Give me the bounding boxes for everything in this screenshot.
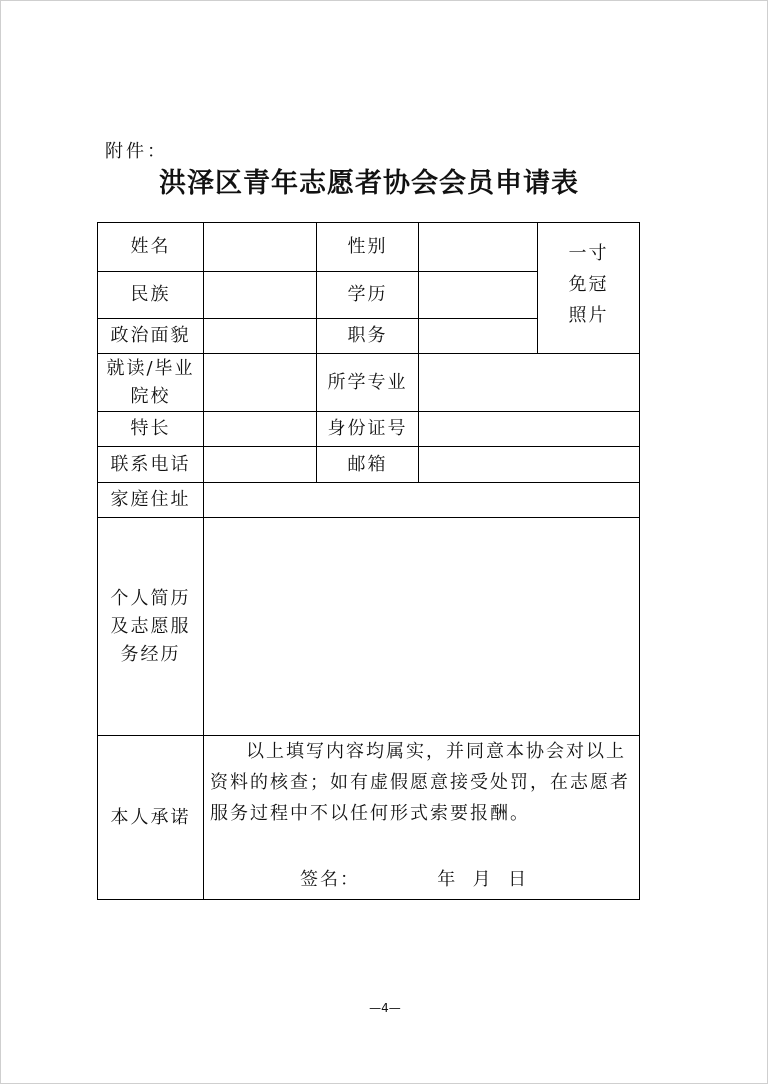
id-number-label: 身份证号 — [317, 412, 419, 447]
school-field[interactable] — [204, 354, 317, 412]
application-form-table — [97, 222, 640, 900]
gender-field[interactable] — [419, 223, 538, 272]
phone-field[interactable] — [204, 447, 317, 483]
photo-label-line1: 一寸 — [568, 242, 609, 264]
email-label: 邮箱 — [317, 447, 419, 483]
pledge-box — [204, 736, 640, 900]
address-label: 家庭住址 — [98, 483, 204, 518]
major-field[interactable] — [419, 354, 640, 412]
form-title: 洪泽区青年志愿者协会会员申请表 — [159, 168, 579, 199]
resume-field[interactable] — [204, 518, 640, 736]
major-label: 所学专业 — [317, 354, 419, 412]
ethnicity-field[interactable] — [204, 272, 317, 319]
resume-label — [98, 518, 204, 736]
resume-label-line3: 务经历 — [120, 643, 181, 665]
political-status-field[interactable] — [204, 319, 317, 354]
photo-label-line2: 免冠 — [568, 273, 609, 295]
specialty-field[interactable] — [204, 412, 317, 447]
phone-label: 联系电话 — [98, 447, 204, 483]
school-label-line1: 就读/毕业 — [106, 357, 195, 379]
photo-box — [538, 223, 640, 354]
gender-label: 性别 — [317, 223, 419, 272]
education-label: 学历 — [317, 272, 419, 319]
id-number-field[interactable] — [419, 412, 640, 447]
political-status-label: 政治面貌 — [98, 319, 204, 354]
email-field[interactable] — [419, 447, 640, 483]
name-field[interactable] — [204, 223, 317, 272]
ethnicity-label: 民族 — [98, 272, 204, 319]
school-label-line2: 院校 — [130, 385, 171, 407]
resume-label-line2: 及志愿服 — [110, 615, 191, 637]
pledge-text: 以上填写内容均属实，并同意本协会对以上资料的核查；如有虚假愿意接受处罚，在志愿者服务过程中不以任何形式索要报酬。 — [210, 741, 630, 824]
education-field[interactable] — [419, 272, 538, 319]
page-number: —4— — [369, 1001, 401, 1015]
school-label — [98, 354, 204, 412]
specialty-label: 特长 — [98, 412, 204, 447]
attachment-label: 附件： — [105, 141, 168, 162]
resume-label-line1: 个人简历 — [110, 587, 191, 609]
name-label: 姓名 — [98, 223, 204, 272]
signature-line: 签名： 年 月 日 — [300, 869, 529, 890]
address-field[interactable] — [204, 483, 640, 518]
position-label: 职务 — [317, 319, 419, 354]
pledge-label: 本人承诺 — [98, 736, 204, 900]
position-field[interactable] — [419, 319, 538, 354]
photo-label-line3: 照片 — [568, 304, 609, 326]
